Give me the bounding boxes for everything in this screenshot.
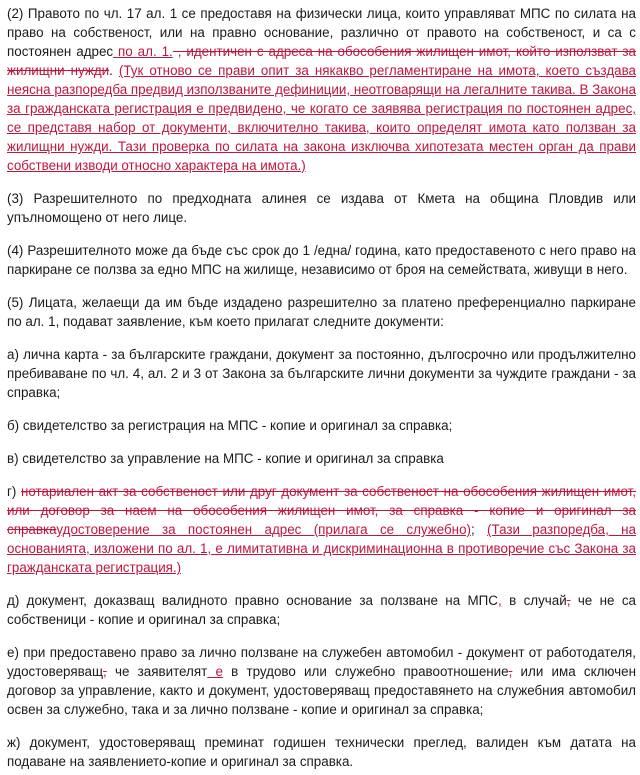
paragraph-2-text-end: . (109, 63, 119, 78)
item-g-prefix: г) (7, 484, 21, 499)
paragraph-3: (3) Разрешителното по предходната алинея се издава от Кмета на община Пловдив или упълномощено от него лице. (7, 191, 636, 225)
paragraph-2 (7, 0, 636, 175)
deleted-text: , идентичен с адреса на обособения жилищен имот, който използват за жилищни нужди (7, 44, 636, 78)
paragraph-5: (5) Лицата, желаещи да им бъде издадено разрешително за платено преференциално паркиране по ал. 1, подават заявление, към което прилагат следните документи: (7, 295, 636, 329)
item-a: а) лична карта - за българските граждани, документ за постоянно, дългосрочно или продължително пребиваване по чл. 4, ал. 2 и 3 от Закона за българските лични документи за чуждите граждани - за справка; (7, 347, 636, 400)
reviewer-comment: (Тази разпоредба, на основанията, изложени по ал. 1, е лимитативна и дискриминационна в противоречие със Закона за гражданската регистрация.) (7, 522, 636, 575)
item-v: в) свидетелство за управление на МПС - копие и оригинал за справка (7, 451, 444, 466)
item-d-text-mid: в случай (501, 593, 567, 608)
inserted-text: по ал. 1. (113, 44, 173, 59)
paragraph-2-text: (2) Правото по чл. 17 ал. 1 се предоставя на физически лица, които управляват МПС по силата на право на собственост, или на правно основание, различно от правото на собственост, и са с постоянен адрес (7, 6, 636, 59)
deleted-comma: , (566, 593, 571, 608)
paragraph-4: (4) Разрешителното може да бъде със срок до 1 /една/ година, като предоставеното с него право на паркиране се ползва за едно МПС на жилище, независимо от броя на семействата, живущи в него. (7, 243, 636, 277)
item-g (7, 482, 636, 577)
item-b: б) свидетелство за регистрация на МПС - копие и оригинал за справка; (7, 418, 453, 433)
item-zh: ж) документ, удостоверяващ преминат годишен технически преглед, валиден към датата на подаване на заявлението-копие и оригинал за справка. (7, 735, 636, 769)
item-e-text-4: или има сключен договор за управление, както и документ, удостоверяващ предоставянето на служебния автомобил освен за служебно, така и за лично ползване - копие и оригинал за справка; (7, 664, 636, 717)
deleted-text: нотариален акт за собственост или друг документ за собственост на обособения жилищен имот, или договор за наем на обособения жилищен имот, за справка - копие и оригинал за справка (7, 484, 636, 537)
inserted-word: е (207, 664, 223, 679)
deleted-comma: , (103, 664, 107, 679)
item-d (7, 591, 636, 629)
item-d-text: д) документ, доказващ валидното правно основание за ползване на МПС (7, 593, 498, 608)
item-e-text-2: че заявителят (106, 664, 208, 679)
item-e-text: е) при предоставено право за лично ползване на служебен автомобил - документ от работодателя, удостоверяващ (7, 645, 636, 679)
item-e-text-3: в трудово или служебно правоотношение (222, 664, 509, 679)
deleted-comma: , (508, 664, 513, 679)
item-d-text-end: че не са собственици - копие и оригинал за справка; (7, 593, 636, 627)
inserted-comma: , (497, 593, 502, 608)
reviewer-comment: (Тук отново се прави опит за някакво регламентиране на имота, което създава неясна разпоредба предвид използваните дефиниции, неотговарящи на легалните такива. В Закона за гражданската регистрация е предвидено, че когато се заявява регистрация по постоянен адрес, се представя набор от документи, включително такива, които определят имота като ползван за жилищни нужди. Тази проверка по силата на закона изключва хипотезата местен орган да прави собствени изводи относно характера на имота.) (7, 63, 636, 173)
item-g-separator: ; (470, 522, 488, 537)
item-e (7, 643, 636, 719)
inserted-text: удостоверение за постоянен адрес (прилага се служебно) (56, 522, 471, 537)
